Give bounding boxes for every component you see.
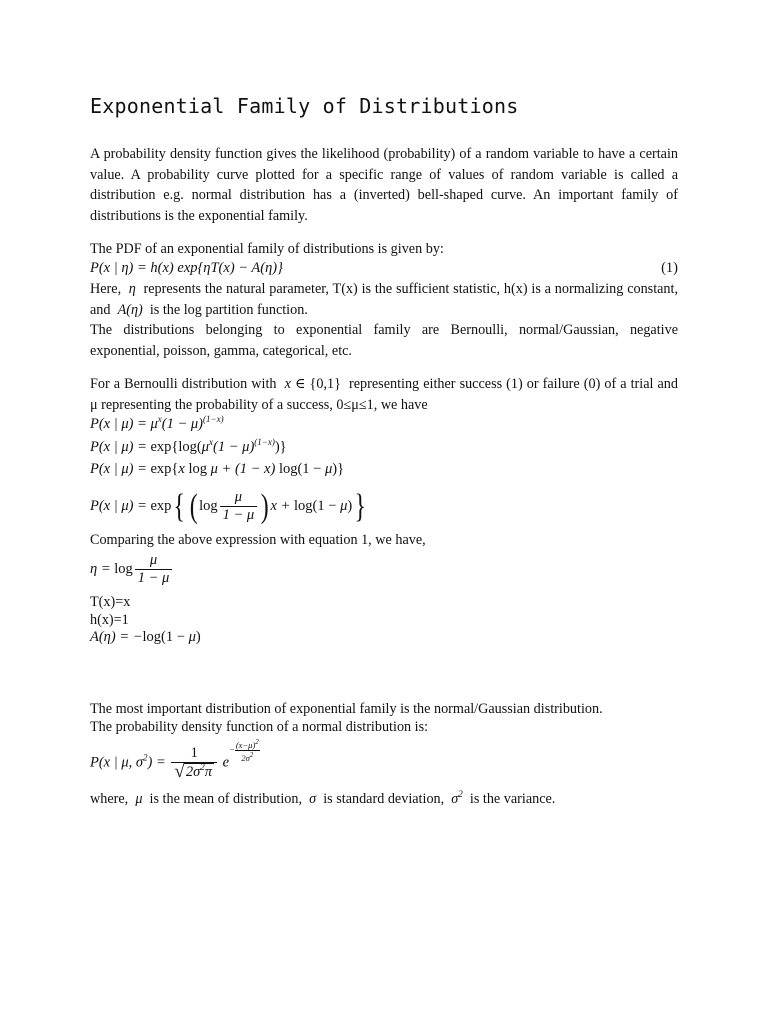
bernoulli-eq-2: P(x | $\mu) = \exp\{\log(\mu^x(1 - \mu)^{(1-x)})\}$ bbox=[90, 437, 287, 455]
normal-pdf-equation: P(x | μ, $\sigma^2$) = $\frac{1}{√2\sigma^2\pi}$ e− $\frac{(x-\mu)^2}{2\sigma^2}$ bbox=[90, 738, 259, 782]
bernoulli-eq-3: P(x | μ) = exp{x log μ + (1 − x) log(1 − μ)} bbox=[90, 461, 345, 477]
normal-intro: The most important distribution of exponential family is the normal/Gaussian distribution. bbox=[90, 701, 603, 717]
page-title: Exponential Family of Distributions bbox=[90, 94, 519, 118]
bernoulli-paragraph: For a Bernoulli distribution with x ∈ {0,1} representing either success (1) or failure (0) of a trial and μ representing the probability of a success, 0≤μ≤1, we have bbox=[90, 376, 678, 413]
here-paragraph: Here, η represents the natural parameter, T(x) is the sufficient statistic, h(x) is a normalizing constant, and A(η) is the log partition function. bbox=[90, 281, 679, 318]
a-eta-equation: A(η) = −log(1 − μ) bbox=[90, 629, 201, 645]
hx-line: h(x)=1 bbox=[90, 612, 129, 628]
bernoulli-eq-4: P(x | μ) = exp{ ( log $\frac{\mu}{1 - \mu}$ ) x + log(1 − μ)} bbox=[90, 487, 367, 525]
eta-equation: η = log $\frac{\mu}{1 - \mu}$ bbox=[90, 550, 678, 588]
normal-pdf-intro: The probability density function of a normal distribution is: bbox=[90, 719, 429, 735]
equation-number: (1) bbox=[661, 260, 678, 276]
distributions-paragraph: The distributions belonging to exponential family are Bernoulli, normal/Gaussian, negative exponential, poisson, gamma, categorical, etc. bbox=[90, 322, 678, 359]
equation-1: P(x | η) = h(x) exp{ηT(x) − A(η)} (1) bbox=[90, 260, 678, 276]
pdf-intro: The PDF of an exponential family of distributions is given by: bbox=[90, 241, 444, 257]
where-line: where, μ is the mean of distribution, σ is standard deviation, $\sigma^2$ is the variance. bbox=[90, 789, 556, 807]
tx-line: T(x)=x bbox=[90, 594, 131, 610]
comparing-text: Comparing the above expression with equation 1, we have, bbox=[90, 532, 426, 548]
bernoulli-eq-1: P(x | $\mu) = \mu^x(1 - \mu)^{(1-x)}$ bbox=[90, 414, 224, 432]
intro-paragraph: A probability density function gives the likelihood (probability) of a random variable to have a certain value. A probability curve plotted for a specific range of values of random variable is called a distribution e.g. normal distribution has a (inverted) bell-shaped curve. An important family of distributions is the exponential family. bbox=[90, 146, 678, 224]
